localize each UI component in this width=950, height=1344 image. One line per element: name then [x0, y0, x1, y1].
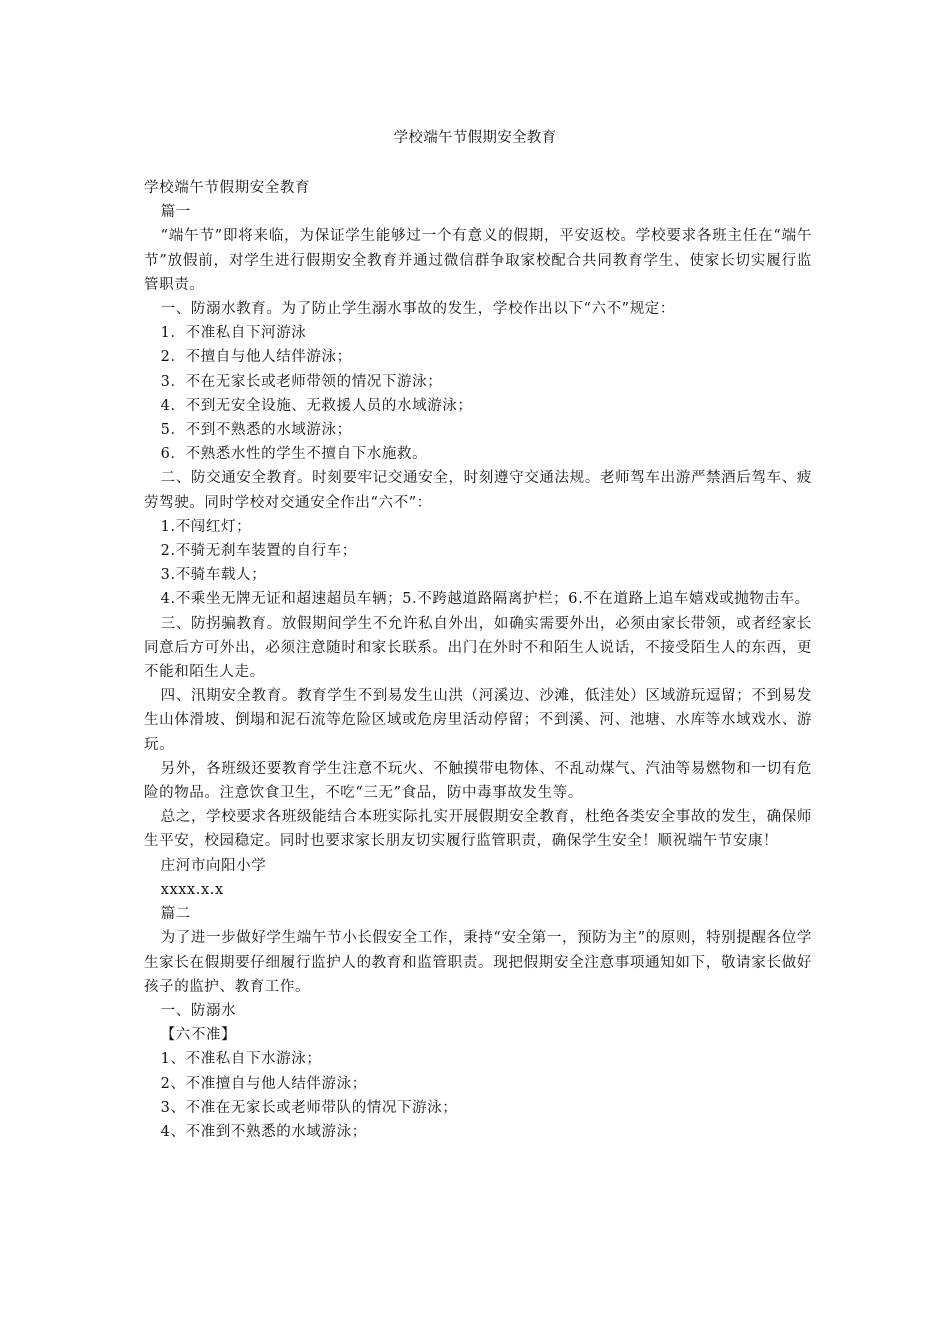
- body-paragraph: 4．不到无安全设施、无救援人员的水域游泳；: [160, 397, 473, 414]
- body-paragraph: 为了进一步做好学生端午节小长假安全工作，秉持“安全第一，预防为主”的原则，特别提醒各位学生家长在假期要仔细履行监护人的教育和监管职责。现把假期安全注意事项通知如下，敬请家长做好孩子的监护、教育工作。: [144, 930, 812, 995]
- body-paragraph: 6．不熟悉水性的学生不擅自下水施救。: [160, 446, 428, 463]
- body-paragraph: 总之，学校要求各班级能结合本班实际扎实开展假期安全教育，杜绝各类安全事故的发生，确保师生平安，校园稳定。同时也要求家长朋友切实履行监管职责，确保学生安全！顺祝端午节安康！: [144, 809, 812, 850]
- body-paragraph: “端午节”即将来临，为保证学生能够过一个有意义的假期，平安返校。学校要求各班主任在“端午节”放假前，对学生进行假期安全教育并通过微信群争取家校配合共同教育学生、使家长切实履行监管职责。: [144, 228, 812, 293]
- body-paragraph: 另外，各班级还要教育学生注意不玩火、不触摸带电物体、不乱动煤气、汽油等易燃物和一切有危险的物品。注意饮食卫生，不吃“三无”食品，防中毒事故发生等。: [144, 760, 812, 802]
- body-paragraph: 四、汛期安全教育。教育学生不到易发生山洪（河溪边、沙滩，低洼处）区域游玩逗留；不到易发生山体滑坡、倒塌和泥石流等危险区域或危房里活动停留；不到溪、河、池塘、水库等水域戏水、游玩。: [144, 688, 812, 753]
- body-paragraph: 三、防拐骗教育。放假期间学生不允许私自外出，如确实需要外出，必须由家长带领，或者经家长同意后方可外出，必须注意随时和家长联系。出门在外时不和陌生人说话，不接受陌生人的东西，更不能和陌生人走。: [144, 615, 812, 681]
- body-paragraph: 学校端午节假期安全教育: [144, 180, 311, 196]
- body-paragraph: 篇二: [160, 906, 191, 923]
- body-paragraph: 庄河市向阳小学: [160, 857, 267, 874]
- body-paragraph: 二、防交通安全教育。时刻要牢记交通安全，时刻遵守交通法规。老师驾车出游严禁酒后驾车、疲劳驾驶。同时学校对交通安全作出“六不”：: [144, 470, 812, 511]
- document-title: 学校端午节假期安全教育: [393, 130, 557, 146]
- body-paragraph: 3.不骑车载人；: [160, 567, 267, 584]
- body-paragraph: 3．不在无家长或老师带领的情况下游泳；: [160, 373, 443, 390]
- document-body: [144, 176, 812, 1144]
- body-paragraph: 一、防溺水教育。为了防止学生溺水事故的发生，学校作出以下“六不”规定：: [160, 301, 675, 318]
- body-paragraph: 2．不擅自与他人结伴游泳；: [160, 349, 352, 366]
- body-paragraph: 4.不乘坐无牌无证和超速超员车辆；5.不跨越道路隔离护栏；6.不在道路上追车嬉戏或抛物击车。: [160, 591, 810, 608]
- body-paragraph: 3、不准在无家长或老师带队的情况下游泳；: [160, 1099, 458, 1116]
- body-paragraph: 【六不准】: [160, 1027, 237, 1044]
- body-paragraph: 2.不骑无刹车装置的自行车；: [160, 543, 357, 560]
- body-paragraph: 2、不准擅自与他人结伴游泳；: [160, 1075, 367, 1092]
- body-paragraph: 4、不准到不熟悉的水域游泳；: [160, 1123, 367, 1140]
- body-paragraph: 1．不准私自下河游泳: [160, 325, 307, 342]
- body-paragraph: xxxx.x.x: [160, 881, 224, 898]
- body-paragraph: 篇一: [160, 204, 191, 221]
- body-paragraph: 1.不闯红灯；: [160, 518, 252, 535]
- body-paragraph: 5．不到不熟悉的水域游泳；: [160, 422, 352, 439]
- body-paragraph: 一、防溺水: [160, 1002, 237, 1019]
- body-paragraph: 1、不准私自下水游泳；: [160, 1051, 322, 1068]
